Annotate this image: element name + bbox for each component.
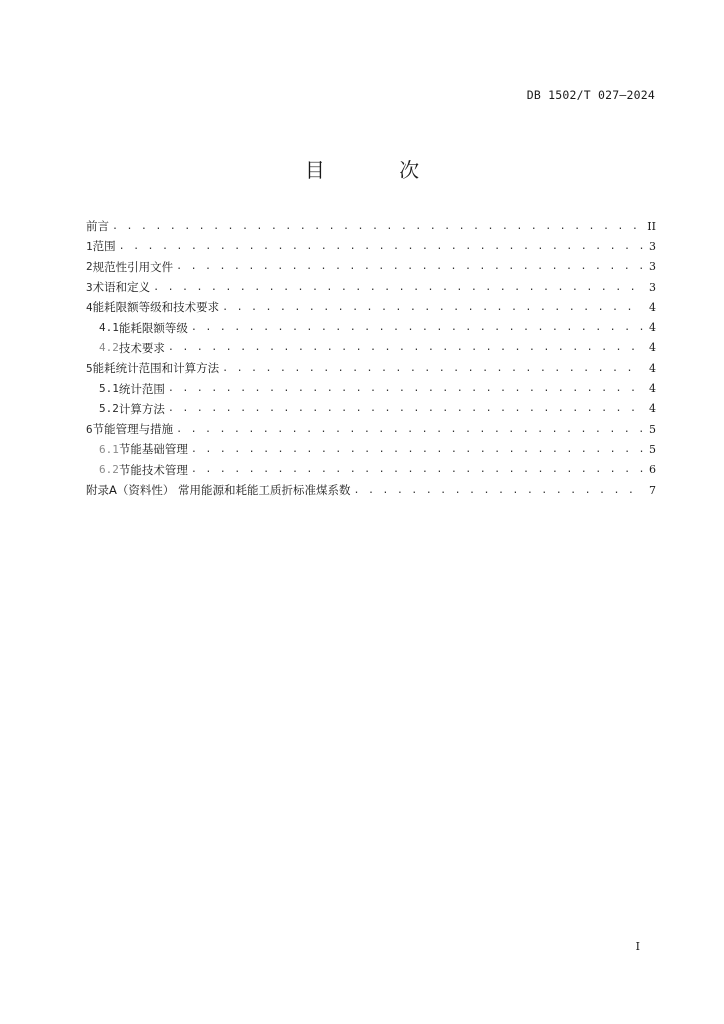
- toc-entry-foreword[interactable]: [86, 216, 656, 236]
- toc-entry-page: 5: [649, 422, 656, 436]
- toc-title: 目 次: [304, 158, 454, 182]
- dot-leader: [191, 464, 643, 475]
- dot-leader: [112, 221, 642, 232]
- toc-entry-label: 前言: [86, 219, 109, 234]
- toc-entry-number: 4: [86, 300, 93, 314]
- dot-leader: [354, 485, 643, 496]
- toc-entry-page: 4: [649, 341, 656, 355]
- toc-entry-number: 6.2: [99, 463, 119, 477]
- footer-page-number: I: [635, 940, 640, 953]
- toc-entry-limit-grades[interactable]: [86, 317, 656, 337]
- toc-entry-energy-management[interactable]: [86, 419, 656, 439]
- toc-entry-label: 能耗限额等级和技术要求: [92, 300, 220, 315]
- toc-entry-label: 技术要求: [118, 340, 165, 355]
- toc-entry-label: 节能基础管理: [118, 442, 188, 457]
- toc-entry-page: 3: [649, 239, 656, 253]
- toc-entry-statistics-scope[interactable]: [86, 378, 656, 398]
- toc-entry-number: 5.1: [99, 382, 119, 396]
- dot-leader: [176, 261, 643, 272]
- dot-leader: [153, 282, 643, 293]
- dot-leader: [176, 424, 643, 435]
- toc-entry-label: 节能管理与措施: [92, 422, 174, 437]
- toc-entry-page: 4: [649, 300, 656, 314]
- table-of-contents: [86, 216, 656, 500]
- document-id: DB 1502/T 027—2024: [526, 88, 655, 102]
- toc-entry-page: II: [647, 219, 656, 233]
- toc-entry-number: 6.1: [99, 442, 119, 456]
- dot-leader: [168, 342, 643, 353]
- toc-entry-page: 6: [649, 463, 656, 477]
- toc-entry-number: 1: [86, 239, 93, 253]
- toc-entry-page: 4: [649, 361, 656, 375]
- toc-entry-label: 节能技术管理: [118, 462, 188, 477]
- toc-entry-statistics-calculation[interactable]: [86, 358, 656, 378]
- toc-entry-appendix-a[interactable]: [86, 480, 656, 500]
- toc-entry-page: 4: [649, 402, 656, 416]
- toc-entry-terms-definitions[interactable]: [86, 277, 656, 297]
- dot-leader: [191, 322, 643, 333]
- dot-leader: [222, 302, 643, 313]
- toc-entry-page: 3: [649, 260, 656, 274]
- toc-entry-normative-references[interactable]: [86, 257, 656, 277]
- dot-leader: [168, 403, 643, 414]
- toc-entry-page: 5: [649, 442, 656, 456]
- toc-entry-number: 6: [86, 422, 93, 436]
- toc-entry-page: 4: [649, 382, 656, 396]
- toc-entry-number: 4.2: [99, 341, 119, 355]
- toc-entry-label: 规范性引用文件: [92, 259, 174, 274]
- toc-entry-label: 范围: [92, 239, 116, 254]
- toc-entry-label: 计算方法: [118, 401, 165, 416]
- toc-entry-page: 3: [649, 280, 656, 294]
- dot-leader: [222, 363, 643, 374]
- toc-entry-label: 统计范围: [118, 381, 165, 396]
- dot-leader: [168, 383, 643, 394]
- toc-entry-scope[interactable]: [86, 236, 656, 256]
- toc-entry-page: 4: [649, 321, 656, 335]
- toc-entry-basic-management[interactable]: [86, 439, 656, 459]
- toc-entry-label: 能耗限额等级: [118, 320, 188, 335]
- toc-entry-number: 3: [86, 280, 93, 294]
- dot-leader: [191, 444, 643, 455]
- toc-entry-technical-management[interactable]: [86, 460, 656, 480]
- toc-entry-page: 7: [649, 483, 656, 497]
- toc-entry-label: 附录A（资料性） 常用能源和耗能工质折标准煤系数: [86, 483, 351, 497]
- toc-entry-number: 5: [86, 361, 93, 375]
- toc-entry-energy-limits[interactable]: [86, 297, 656, 317]
- dot-leader: [119, 241, 643, 252]
- toc-entry-label: 能耗统计范围和计算方法: [92, 361, 220, 376]
- toc-entry-number: 2: [86, 260, 93, 274]
- toc-entry-number: 5.2: [99, 402, 119, 416]
- toc-entry-technical-requirements[interactable]: [86, 338, 656, 358]
- toc-entry-label: 术语和定义: [92, 280, 151, 295]
- toc-entry-calculation-method[interactable]: [86, 399, 656, 419]
- toc-entry-number: 4.1: [99, 321, 119, 335]
